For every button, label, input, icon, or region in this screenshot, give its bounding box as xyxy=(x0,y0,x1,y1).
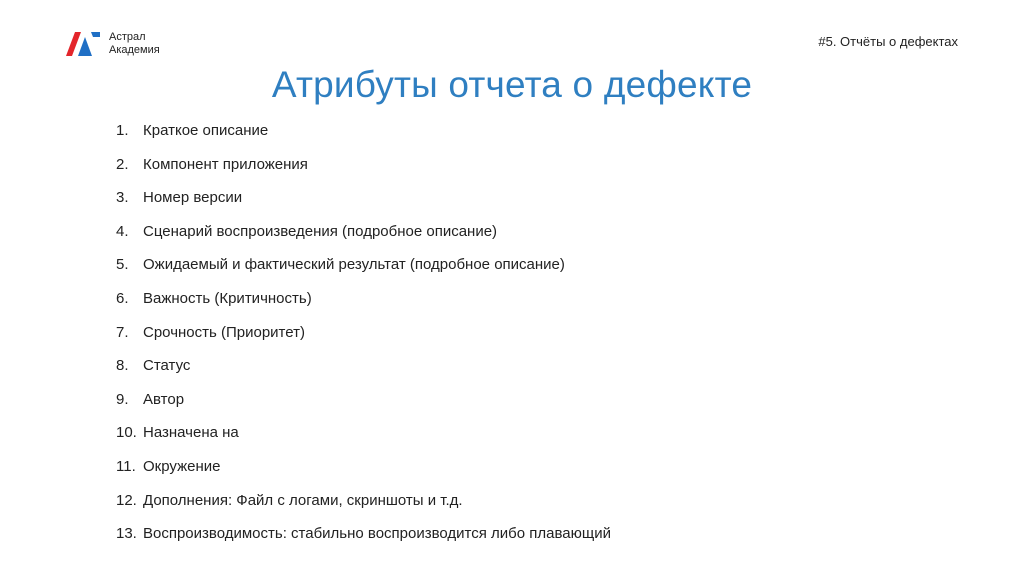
list-item-text: Статус xyxy=(143,357,191,375)
list-item-number: 1. xyxy=(116,122,129,139)
list-item-text: Окружение xyxy=(143,457,221,475)
list-item xyxy=(116,457,611,491)
list-item-text: Ожидаемый и фактический результат (подробное описание) xyxy=(143,256,565,274)
list-item-number: 10. xyxy=(116,424,137,442)
list-item-number: 2. xyxy=(116,155,129,173)
list-item xyxy=(116,423,611,457)
list-item xyxy=(116,390,611,424)
logo-line-1: Астрал xyxy=(109,31,146,43)
list-item xyxy=(116,356,611,390)
list-item xyxy=(116,222,611,256)
list-item-number: 5. xyxy=(116,256,129,274)
list-item xyxy=(116,121,611,155)
logo-line-2: Академия xyxy=(109,44,160,56)
list-item-number: 13. xyxy=(116,525,137,543)
list-item-text: Дополнения: Файл с логами, скриншоты и т.д. xyxy=(143,491,463,509)
section-tag: #5. Отчёты о дефектах xyxy=(818,34,958,49)
list-item-text: Назначена на xyxy=(143,424,239,442)
list-item xyxy=(116,289,611,323)
list-item xyxy=(116,323,611,357)
company-logo xyxy=(66,31,160,57)
list-item-text: Автор xyxy=(143,390,185,408)
list-item xyxy=(116,491,611,525)
list-item-number: 11. xyxy=(116,457,136,475)
logo-text xyxy=(109,31,160,57)
attribute-list xyxy=(116,121,611,558)
list-item-text: Краткое описание xyxy=(143,122,269,139)
list-item-number: 3. xyxy=(116,189,129,207)
list-item-text: Важность (Критичность) xyxy=(143,289,312,307)
list-item xyxy=(116,155,611,189)
list-item-number: 12. xyxy=(116,491,137,509)
list-item-text: Воспроизводимость: стабильно воспроизводится либо плавающий xyxy=(143,525,611,543)
list-item xyxy=(116,188,611,222)
list-item xyxy=(116,524,611,558)
astral-logo-icon xyxy=(66,32,100,56)
list-item-number: 6. xyxy=(116,289,129,307)
list-item-text: Компонент приложения xyxy=(143,155,308,173)
list-item xyxy=(116,255,611,289)
list-item-number: 4. xyxy=(116,222,129,240)
page-title: Атрибуты отчета о дефекте xyxy=(271,64,753,105)
list-item-number: 8. xyxy=(116,357,129,375)
list-item-text: Номер версии xyxy=(143,189,243,207)
list-item-number: 9. xyxy=(116,390,129,408)
list-item-text: Срочность (Приоритет) xyxy=(143,323,305,341)
list-item-number: 7. xyxy=(116,323,129,341)
list-item-text: Сценарий воспроизведения (подробное описание) xyxy=(143,222,498,240)
